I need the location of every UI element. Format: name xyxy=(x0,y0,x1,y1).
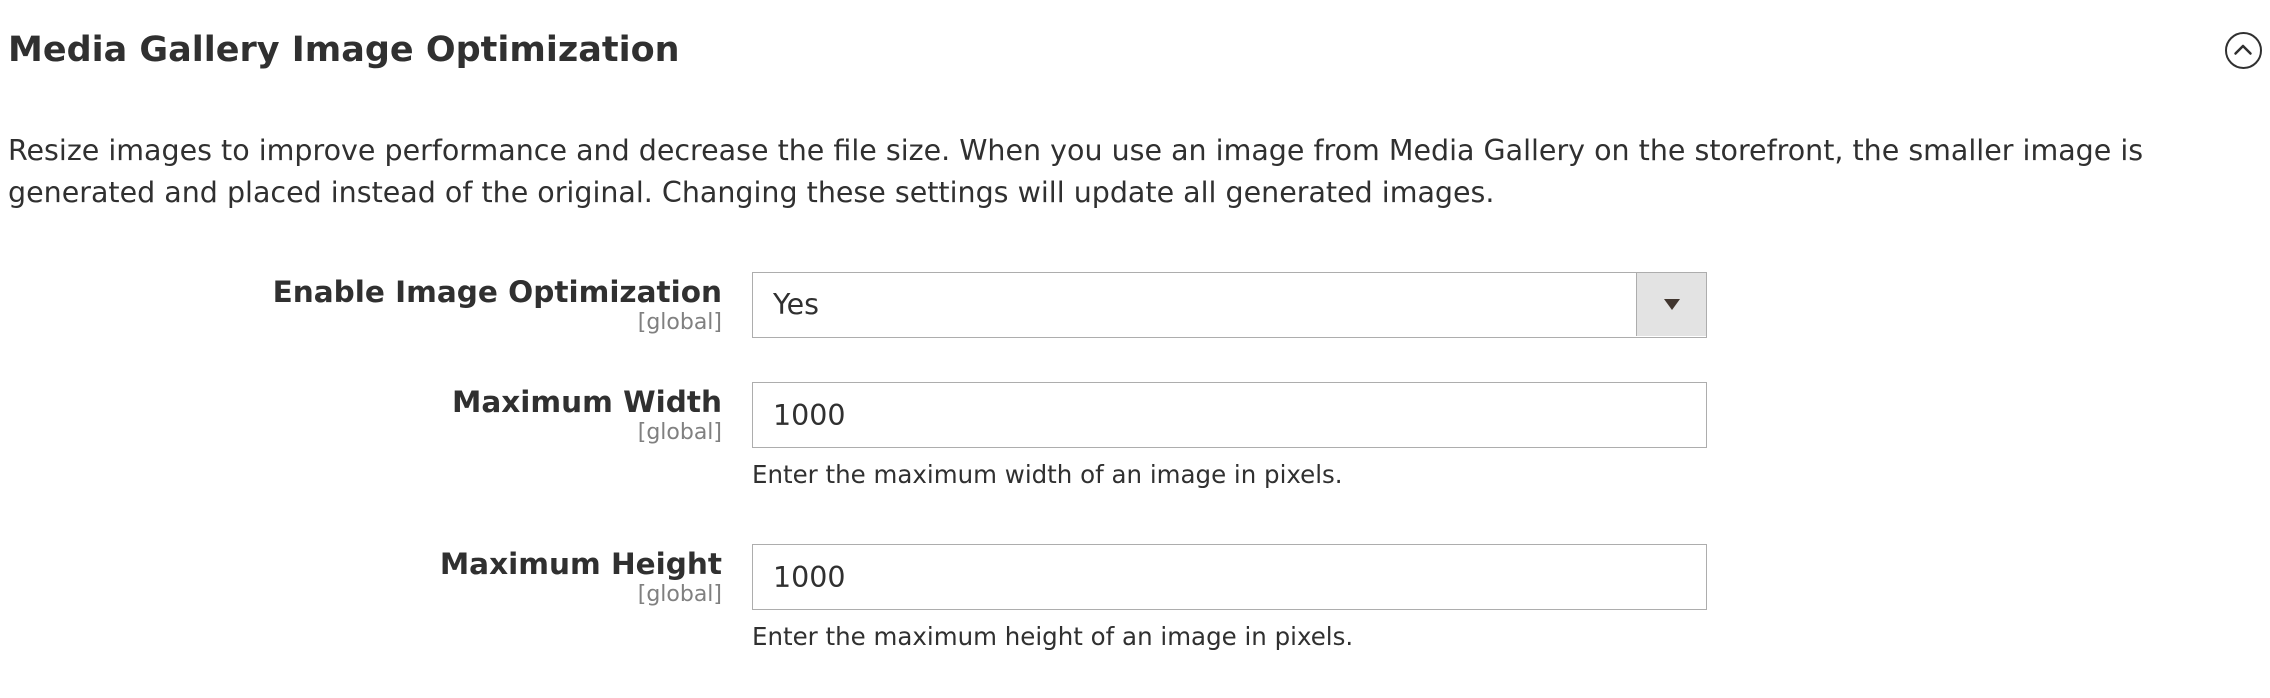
chevron-up-circle-icon[interactable] xyxy=(2225,32,2262,69)
field-label-group xyxy=(0,274,722,336)
maximum-width-field xyxy=(752,382,1707,448)
section-description: Resize images to improve performance and decrease the file size. When you use an image from Media Gallery on the storefront, the smaller image is generated and placed instead of the original. Changing these settings will update all generated images. xyxy=(8,134,2144,209)
enable-image-optimization-select[interactable] xyxy=(752,272,1707,338)
select-arrow-button[interactable] xyxy=(1636,273,1706,336)
maximum-height-label: Maximum Height xyxy=(439,547,722,581)
maximum-width-label: Maximum Width xyxy=(451,385,722,419)
scope-label: [global] xyxy=(637,310,722,335)
maximum-height-input[interactable] xyxy=(753,545,1706,609)
section-header[interactable] xyxy=(8,24,2262,76)
field-label-group xyxy=(0,384,722,446)
maximum-width-note: Enter the maximum width of an image in pixels. xyxy=(752,460,1343,489)
section-title[interactable]: Media Gallery Image Optimization xyxy=(8,30,680,70)
select-value: Yes xyxy=(773,288,820,321)
enable-image-optimization-label: Enable Image Optimization xyxy=(272,275,722,309)
maximum-height-field xyxy=(752,544,1707,610)
scope-label: [global] xyxy=(637,582,722,607)
field-label-group xyxy=(0,546,722,608)
scope-label: [global] xyxy=(637,420,722,445)
caret-down-icon xyxy=(1664,299,1680,310)
maximum-height-note: Enter the maximum height of an image in pixels. xyxy=(752,622,1354,651)
maximum-width-input[interactable] xyxy=(753,383,1706,447)
